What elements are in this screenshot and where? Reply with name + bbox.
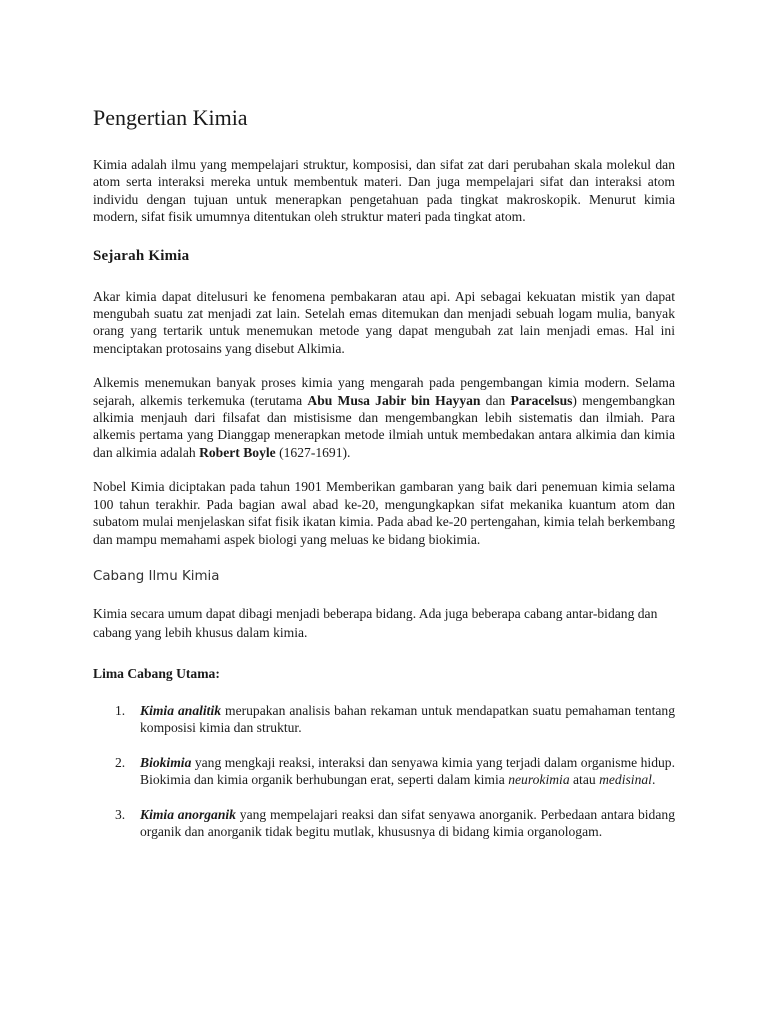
section-heading-cabang: Cabang Ilmu Kimia	[93, 568, 220, 584]
page-title: Pengertian Kimia	[93, 105, 248, 130]
subheading-lima-cabang: Lima Cabang Utama:	[93, 665, 220, 681]
name-paracelsus: Paracelsus	[510, 392, 573, 408]
document-content	[93, 104, 675, 857]
cabang-list	[93, 702, 675, 840]
name-jabir: Abu Musa Jabir bin Hayyan	[307, 392, 481, 408]
list-item-term: Kimia anorganik	[140, 806, 236, 822]
sejarah-paragraph-1: Akar kimia dapat ditelusuri ke fenomena pembakaran atau api. Api sebagai kekuatan mistik yan dapat mengubah suatu zat menjadi zat lain. Setelah emas ditemukan dan menjadi sebuah logam mulia, banyak orang yang tertarik untuk menemukan metode yang dapat mengubah zat lain menjadi emas. Hal ini menciptakan protosains yang disebut Alkimia.	[93, 288, 675, 356]
cabang-paragraph: Kimia secara umum dapat dibagi menjadi beberapa bidang. Ada juga beberapa cabang antar-bidang dan cabang yang lebih khusus dalam kimia.	[93, 605, 658, 640]
intro-paragraph: Kimia adalah ilmu yang mempelajari struktur, komposisi, dan sifat zat dari perubahan skala molekul dan atom serta interaksi mereka untuk membentuk materi. Dan juga mempelajari sifat dan interaksi atom individu dengan tujuan untuk menerapkan pengetahuan pada tingkat makroskopik. Menurut kimia modern, sifat fisik umumnya ditentukan oleh struktur materi pada tingkat atom.	[93, 157, 675, 225]
list-item: 3. Kimia anorganik yang mempelajari reaksi dan sifat senyawa anorganik. Perbedaan antara bidang organik dan anorganik tidak begitu mutlak, khususnya di bidang kimia organologam.	[115, 806, 675, 839]
list-item: 2. Biokimia yang mengkaji reaksi, interaksi dan senyawa kimia yang terjadi dalam organisme hidup. Biokimia dan kimia organik berhubungan erat, seperti dalam kimia neurokimia atau medisinal.	[115, 754, 675, 788]
sejarah-paragraph-2: Alkemis menemukan banyak proses kimia yang mengarah pada pengembangan kimia modern. Selama sejarah, alkemis terkemuka (terutama Abu Musa Jabir bin Hayyan dan Paracelsus) mengembangkan alkimia menjauh dari filsafat dan mistisisme dan mengembangkan lebih sistematis dan ilmiah. Para alkemis pertama yang Dianggap menerapkan metode ilmiah untuk membedakan antara alkimia dan kimia dan alkimia adalah Robert Boyle (1627-1691).	[93, 375, 675, 460]
name-boyle: Robert Boyle	[199, 444, 276, 460]
list-item: 1. Kimia analitik merupakan analisis bahan rekaman untuk mendapatkan suatu pemahaman tentang komposisi kimia dan struktur.	[115, 702, 675, 736]
list-item-term: Biokimia	[140, 754, 192, 770]
sejarah-paragraph-3: Nobel Kimia diciptakan pada tahun 1901 Memberikan gambaran yang baik dari penemuan kimia selama 100 tahun terakhir. Pada bagian awal abad ke-20, mengungkapkan sifat mekanika kuantum atom dan subatom mulai menjelaskan sifat fisik ikatan kimia. Pada abad ke-20 pertengahan, kimia telah berkembang dan mampu memahami aspek biologi yang meluas ke bidang biokimia.	[93, 479, 675, 547]
section-heading-sejarah: Sejarah Kimia	[93, 247, 190, 264]
list-item-term: Kimia analitik	[140, 702, 222, 718]
